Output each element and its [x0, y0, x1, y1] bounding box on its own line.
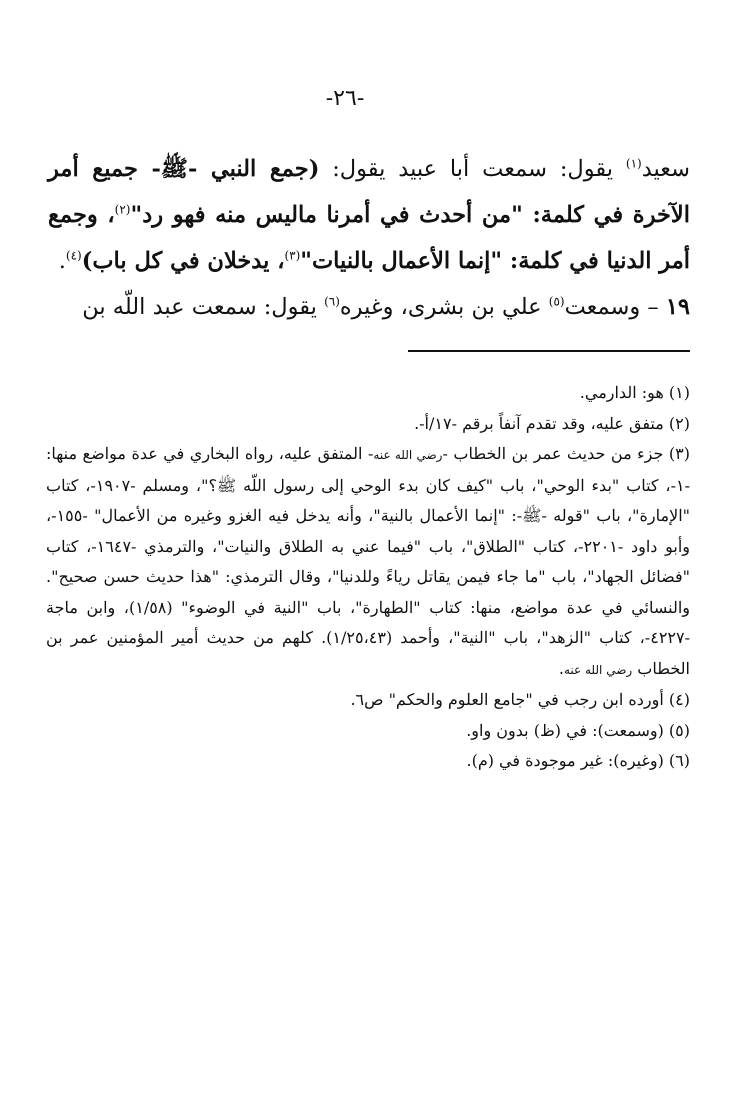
honorific-glyph: رضي الله عنه [563, 662, 633, 677]
text-segment: – وسمعت [564, 294, 659, 320]
footnote-separator [408, 350, 690, 352]
text-segment: سعيد [641, 156, 691, 182]
main-text [48, 146, 690, 330]
quoted-statement: ، يدخلان في كل باب) [81, 248, 285, 274]
footnote-text: . [558, 658, 564, 678]
paragraph-narration-19 [48, 284, 690, 330]
footnote-marker: (٥) [548, 294, 565, 309]
footnote-1: (١) هو: الدارمي. [579, 383, 690, 402]
footnote-5: (٥) (وسمعت): في (ظ) بدون واو. [466, 720, 690, 740]
text-segment: علي بن بشرى، وغيره [339, 294, 549, 320]
footnote-text: (٣) جزء من حديث عمر بن الخطاب - [442, 444, 690, 463]
narration-number: ١٩ [665, 294, 690, 320]
footnote-text: - المتفق عليه، رواه البخاري في عدة مواضع منها: -١-، كتاب "بدء الوحي"، باب "كيف كان بدء الوحي إلى رسول اللّه ﷺ؟"، ومسلم -١٩٠٧-، كتاب "الإمارة"، باب "قوله -ﷺ-: "إنما الأعمال بالنية"، وأنه يدخل فيه الغزو وغيره من الأعمال" -١٥٥-، وأبو داود -٢٢٠١-، كتاب "الطلاق"، باب "فيما عني به الطلاق والنيات"، والترمذي -١٦٤٧-، كتاب "فضائل الجهاد"، باب "ما جاء فيمن يقاتل رياءً وللدنيا"، وقال الترمذي: "هذا حديث حسن صحيح". والنسائي في عدة مواضع، منها: كتاب "الطهارة"، باب "النية في الوضوء" (١/٥٨)، وابن ماجة -٤٢٢٧-، كتاب "الزهد"، باب "النية"، وأحمد (١/٢٥،٤٣). كلهم من حديث أمير المؤمنين عمر بن الخطاب [46, 444, 691, 678]
footnote-marker: (٢) [114, 202, 131, 217]
footnote-2: (٢) متفق عليه، وقد تقدم آنفاً برقم -١٧/أ-. [414, 413, 690, 433]
footnote-3 [46, 439, 690, 685]
honorific-glyph: رضي الله عنه [373, 448, 443, 462]
paragraph-narration-18 [48, 146, 690, 284]
footnotes [46, 378, 690, 777]
footnote-4: (٤) أورده ابن رجب في "جامع العلوم والحكم" ص٦. [350, 690, 690, 709]
text-segment: يقول: سمعت عبد اللّه بن [82, 294, 325, 320]
page-number: -٢٦- [325, 86, 365, 111]
text-segment: يقول: سمعت أبا عبيد يقول: [319, 156, 626, 182]
quoted-statement: (جمع النبي -ﷺ- جميع أمر الآخرة في كلمة: "من أحدث في أمرنا ماليس منه فهو رد" [48, 156, 690, 228]
text-segment: . [58, 248, 66, 274]
footnote-marker: (٦) [324, 294, 340, 309]
quoted-statement: ، وجمع أمر الدنيا في كلمة: "إنما الأعمال بالنيات" [48, 202, 690, 274]
footnote-marker: (٤) [65, 248, 82, 263]
footnote-6: (٦) (وغيره): غير موجودة في (م). [466, 751, 690, 770]
footnote-marker: (٣) [284, 248, 301, 263]
footnote-marker: (١) [625, 156, 642, 171]
